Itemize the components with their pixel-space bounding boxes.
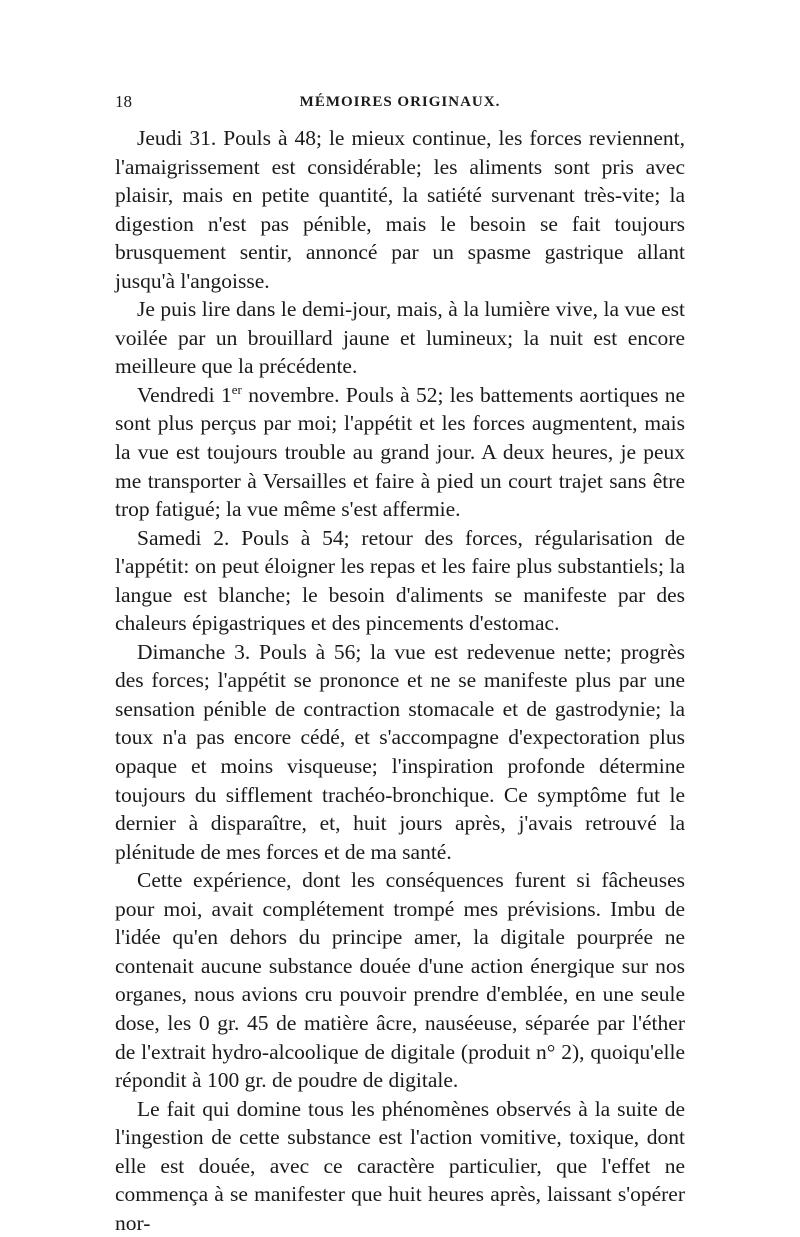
- paragraph-experience: Cette expérience, dont les conséquences furent si fâcheuses pour moi, avait complétement trompé mes prévisions. Imbu de l'idée qu'en dehors du principe amer, la digitale pourprée ne contenait aucune substance douée d'une action énergique sur nos organes, nous avions cru pouvoir prendre d'emblée, en une seule dose, les 0 gr. 45 de matière âcre, nauséeuse, séparée par l'éther de l'extrait hydro-alcoolique de digitale (produit n° 2), quoiqu'elle répondit à 100 gr. de poudre de digitale.: [115, 868, 685, 1093]
- paragraph-fait: Le fait qui domine tous les phénomènes observés à la suite de l'ingestion de cette substance est l'action vomitive, toxique, dont elle est douée, avec ce caractère particulier, que l'effet ne commença à se manifester que huit heures après, laissant s'opérer nor-: [115, 1096, 685, 1235]
- book-page: [115, 92, 685, 1237]
- paragraph-samedi: Samedi 2. Pouls à 54; retour des forces, régularisation de l'appétit: on peut éloigner les repas et les faire plus substantiels; la langue est blanche; le besoin d'aliments se manifeste par des chaleurs épigastriques et des pincements d'estomac.: [115, 525, 685, 636]
- page-header: [115, 92, 685, 124]
- paragraph-vendredi-rest: novembre. Pouls à 52; les battements aortiques ne sont plus perçus par moi; l'appétit et les forces augmentent, mais la vue est toujours trouble au grand jour. A deux heures, je peux me transporter à Versailles et faire à pied un court trajet sans être trop fatigué; la vue même s'est affermie.: [115, 382, 685, 522]
- page-number: 18: [115, 92, 132, 111]
- paragraph-vue: Je puis lire dans le demi-jour, mais, à la lumière vive, la vue est voilée par un brouillard jaune et lumineux; la nuit est encore meilleure que la précédente.: [115, 297, 685, 379]
- paragraph-vendredi-start: Vendredi 1: [137, 382, 232, 407]
- paragraph-jeudi: Jeudi 31. Pouls à 48; le mieux continue, les forces reviennent, l'amaigrissement est considérable; les aliments sont pris avec plaisir, mais en petite quantité, la satiété survenant très-vite; la digestion n'est pas pénible, mais le besoin se fait toujours brusquement sentir, annoncé par un spasme gastrique allant jusqu'à l'angoisse.: [115, 126, 685, 293]
- body-text: [115, 124, 685, 1237]
- paragraph-vendredi: [115, 381, 685, 524]
- ordinal-superscript: er: [231, 381, 242, 397]
- paragraph-dimanche: Dimanche 3. Pouls à 56; la vue est redevenue nette; progrès des forces; l'appétit se prononce et ne se manifeste plus par une sensation pénible de contraction stomacale et de gastrodynie; la toux n'a pas encore cédé, et s'accompagne d'expectoration plus opaque et moins visqueuse; l'inspiration profonde détermine toujours du sifflement trachéo-bronchique. Ce symptôme fut le dernier à disparaître, et, huit jours après, j'avais retrouvé la plénitude de mes forces et de ma santé.: [115, 639, 685, 864]
- running-title: MÉMOIRES ORIGINAUX.: [299, 94, 501, 110]
